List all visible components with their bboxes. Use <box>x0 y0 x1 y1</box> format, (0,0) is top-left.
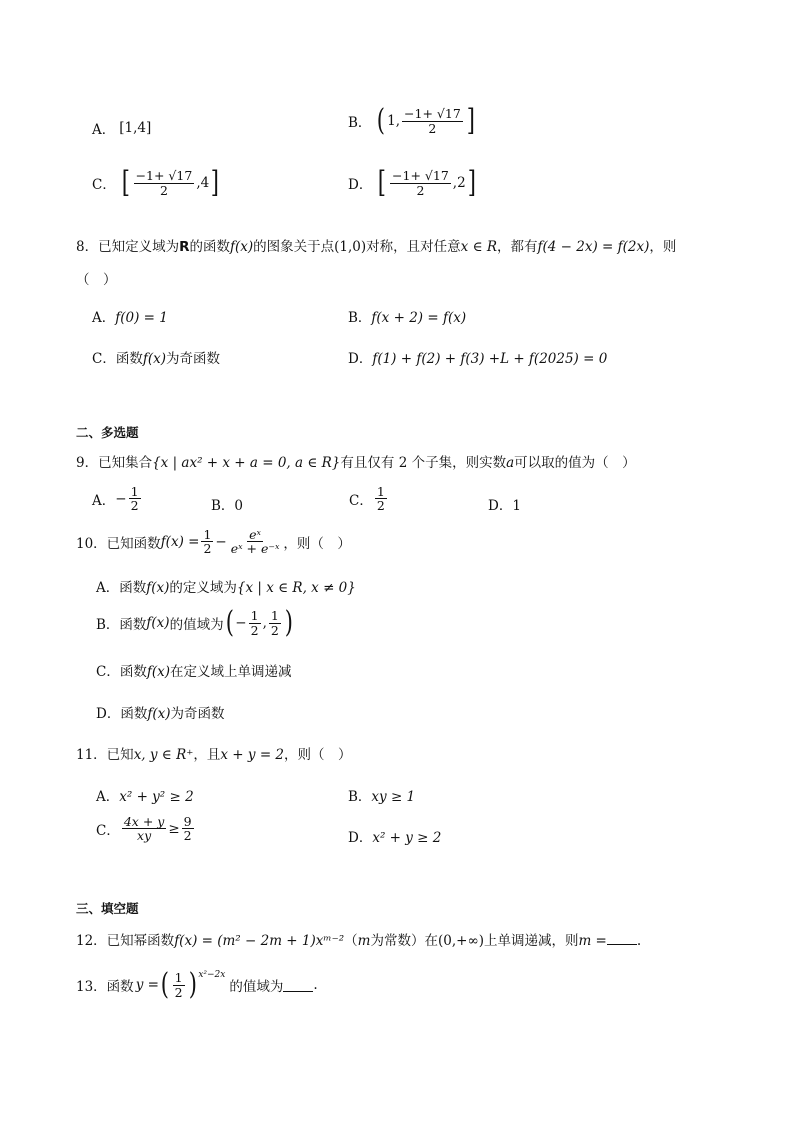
q8-stem: 8．已知定义域为R的函数f(x)的图象关于点(1,0)对称，且对任意x ∈ R，都有f(4 − 2x) = f(2x)，则 <box>76 239 677 255</box>
q7-option-d[interactable]: D． [ $\frac{-1+ √17}{2}$ ,2 ] <box>348 165 476 200</box>
q8-option-d[interactable]: D．f(1) + f(2) + f(3) +L + f(2025) = 0 <box>348 351 608 367</box>
q7-option-b[interactable]: B． ( 1, $\frac{-1+ √17}{2}$ ] <box>348 103 475 138</box>
fraction: $\frac{4x + y}{xy}$ <box>123 814 165 844</box>
fraction: $\frac{-1+ √17}{2}$ <box>392 168 449 198</box>
q9-option-b[interactable]: B．0 <box>211 498 244 514</box>
q10-stem: 10．已知函数 f(x) = $\frac{1}{2}$ − $\frac{\text{eˣ}}{\text{eˣ + e⁻ˣ}}$ ，则（ ） <box>76 527 351 557</box>
q9-stem: 9．已知集合{x | ax² + x + a = 0, a ∈ R}有且仅有 2 个子集，则实数a可以取的值为（ ） <box>76 455 636 471</box>
fraction: $\frac{1}{2}$ <box>203 527 212 557</box>
q8-answer-paren: （ ） <box>76 272 117 288</box>
q7-option-c[interactable]: C． [ $\frac{-1+ √17}{2}$ ,4 ] <box>92 165 220 200</box>
section-heading-fill-in: 三、填空题 <box>76 901 139 916</box>
fraction: $\frac{1}{2}$ <box>130 484 139 514</box>
q10-option-d[interactable]: D．函数f(x)为奇函数 <box>96 706 225 722</box>
q9-option-a[interactable]: A． − $\frac{1}{2}$ <box>92 484 139 514</box>
fraction: $\frac{1}{2}$ <box>250 608 259 638</box>
q13-stem: 13．函数 y = ( $\frac{1}{2}$ ) $^{x^2-2x}$ 的值域为 . <box>76 967 318 1002</box>
fraction: $\frac{\text{eˣ}}{\text{eˣ + e⁻ˣ}}$ <box>230 527 280 557</box>
q11-option-b[interactable]: B．xy ≥ 1 <box>348 789 416 805</box>
q11-stem: 11．已知x, y ∈ R⁺，且x + y = 2，则（ ） <box>76 747 352 763</box>
fraction: $\frac{1}{2}$ <box>174 970 183 1000</box>
q10-option-b[interactable]: B． 函数 f(x) 的值域为 ( − $\frac{1}{2}$ , $\frac{1}{2}$ ) <box>96 605 293 640</box>
q8-option-a[interactable]: A．f(0) = 1 <box>92 310 168 326</box>
q8-option-b[interactable]: B．f(x + 2) = f(x) <box>348 310 467 326</box>
q10-option-a[interactable]: A．函数f(x)的定义域为{x | x ∈ R, x ≠ 0} <box>96 580 356 596</box>
answer-blank[interactable] <box>283 979 313 992</box>
fraction: $\frac{-1+ √17}{2}$ <box>135 168 193 198</box>
q12-stem: 12．已知幂函数f(x) = (m² − 2m + 1)xᵐ⁻²（m为常数）在(0,+∞)上单调递减，则m = . <box>76 933 642 949</box>
fraction: $\frac{-1+ √17}{2}$ <box>404 106 461 136</box>
q9-option-d[interactable]: D．1 <box>488 498 521 514</box>
q11-option-c[interactable]: C． $\frac{4x + y}{xy}$ ≥ $\frac{9}{2}$ <box>96 814 192 844</box>
q11-option-a[interactable]: A．x² + y² ≥ 2 <box>96 789 194 805</box>
fraction: $\frac{9}{2}$ <box>183 814 192 844</box>
q10-option-c[interactable]: C．函数f(x)在定义域上单调递减 <box>96 664 292 680</box>
fraction: $\frac{1}{2}$ <box>376 484 385 514</box>
fraction: $\frac{1}{2}$ <box>270 608 279 638</box>
q11-option-d[interactable]: D．x² + y ≥ 2 <box>348 830 442 846</box>
q9-option-c[interactable]: C． $\frac{1}{2}$ <box>349 484 385 514</box>
answer-blank[interactable] <box>607 932 637 945</box>
q7-option-a[interactable]: A． [1,4] <box>92 120 152 138</box>
q8-option-c[interactable]: C．函数f(x)为奇函数 <box>92 351 220 367</box>
section-heading-multiple-choice: 二、多选题 <box>76 425 139 440</box>
